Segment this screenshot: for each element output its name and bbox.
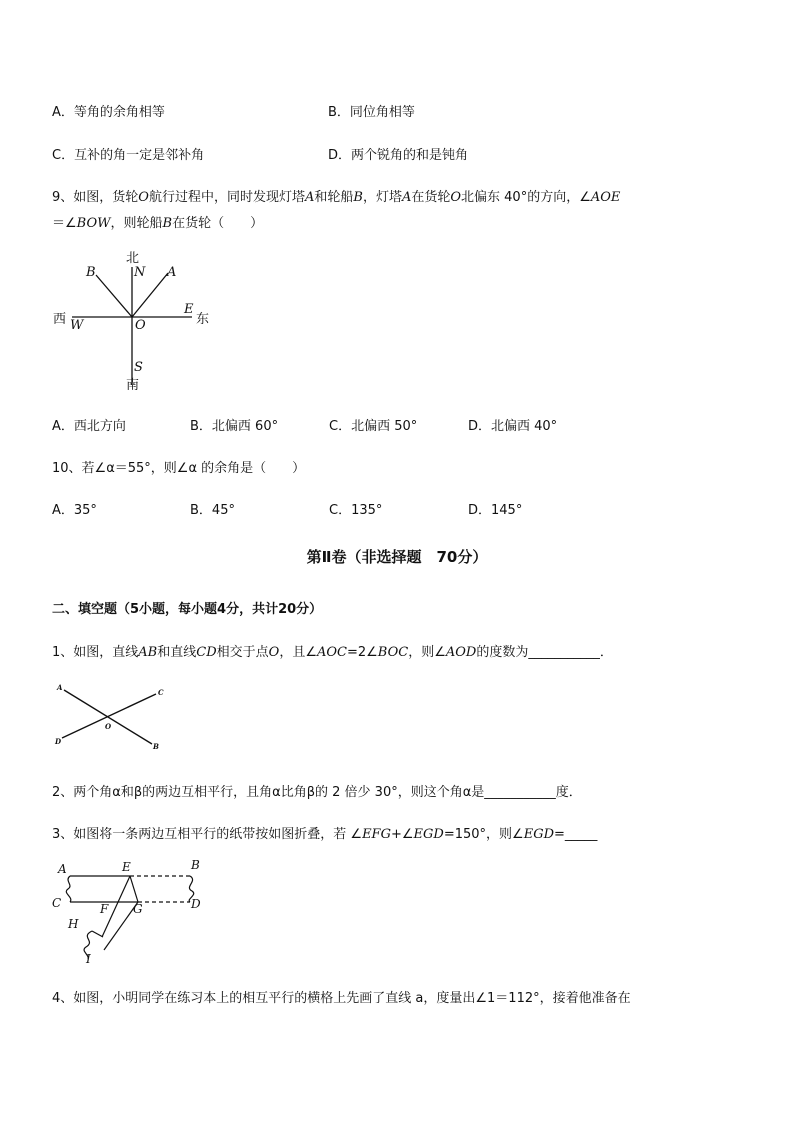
fill4-stem: 4、如图，小明同学在练习本上的相互平行的横格上先画了直线 a，度量出∠1＝112°，接着他准备在 xyxy=(52,991,631,1006)
fill3-h-label: H xyxy=(68,917,79,931)
south-label: 南 xyxy=(126,378,140,393)
q8-option-b: B．同位角相等 xyxy=(328,105,415,120)
fill1-intersecting-lines-figure xyxy=(52,680,172,752)
fill1-d-label: D xyxy=(55,737,62,746)
q9-option-d: D．北偏西 40° xyxy=(468,419,558,434)
fill3-g-label: G xyxy=(133,902,143,916)
q9-stem-line2: ＝∠BOW，则轮船B在货轮（ ） xyxy=(52,216,264,231)
q10-option-d: D．145° xyxy=(468,503,523,518)
fill3-stem: 3、如图将一条两边互相平行的纸带按如图折叠，若 ∠EFG+∠EGD=150°，则∠EGD=_____ xyxy=(52,827,598,842)
a-point-label: A xyxy=(167,265,177,280)
e-label: E xyxy=(184,302,194,317)
q9-option-b: B．北偏西 60° xyxy=(190,419,279,434)
q8-option-c: C．互补的角一定是邻补角 xyxy=(52,148,205,163)
fill1-b-label: B xyxy=(153,742,159,751)
q10-stem: 10、若∠α＝55°，则∠α 的余角是（ ） xyxy=(52,461,306,476)
fill3-a-label: A xyxy=(58,862,67,876)
n-label: N xyxy=(134,265,146,280)
fill1-stem: 1、如图，直线AB和直线CD相交于点O，且∠AOC=2∠BOC，则∠AOD的度数为___________． xyxy=(52,645,613,660)
fill3-e-label: E xyxy=(122,860,131,874)
fill3-b-label: B xyxy=(191,858,200,872)
q9-option-c: C．北偏西 50° xyxy=(329,419,418,434)
q8-option-a: A．等角的余角相等 xyxy=(52,105,165,120)
fill3-c-label: C xyxy=(52,896,62,910)
q10-option-b: B．45° xyxy=(190,503,235,518)
west-label: 西 xyxy=(53,312,67,327)
w-label: W xyxy=(70,318,84,333)
fill3-i-label: I xyxy=(86,952,91,966)
fill3-f-label: F xyxy=(100,902,109,916)
o-point-label: O xyxy=(135,318,146,333)
q8-option-d: D．两个锐角的和是钝角 xyxy=(328,148,469,163)
fill1-c-label: C xyxy=(158,688,164,697)
fill1-a-label: A xyxy=(57,683,63,692)
section-title: 第Ⅱ卷（非选择题 70分） xyxy=(306,548,488,566)
q10-option-a: A．35° xyxy=(52,503,97,518)
b-point-label: B xyxy=(86,265,96,280)
fill3-d-label: D xyxy=(191,897,201,911)
q9-option-a: A．西北方向 xyxy=(52,419,126,434)
q9-compass-figure xyxy=(50,245,220,395)
north-label: 北 xyxy=(126,251,140,266)
fill1-o-label: O xyxy=(105,722,112,731)
s-label: S xyxy=(134,360,143,375)
q9-stem-line1: 9、如图，货轮O航行过程中，同时发现灯塔A和轮船B，灯塔A在货轮O北偏东 40°的方向，∠AOE xyxy=(52,190,621,205)
part-title: 二、填空题（5小题，每小题4分，共计20分） xyxy=(52,602,323,617)
east-label: 东 xyxy=(196,312,210,327)
q10-option-c: C．135° xyxy=(329,503,383,518)
fill3-folded-strip-figure xyxy=(50,855,220,970)
fill2-stem: 2、两个角α和β的两边互相平行，且角α比角β的 2 倍少 30°，则这个角α是___________度． xyxy=(52,785,582,800)
